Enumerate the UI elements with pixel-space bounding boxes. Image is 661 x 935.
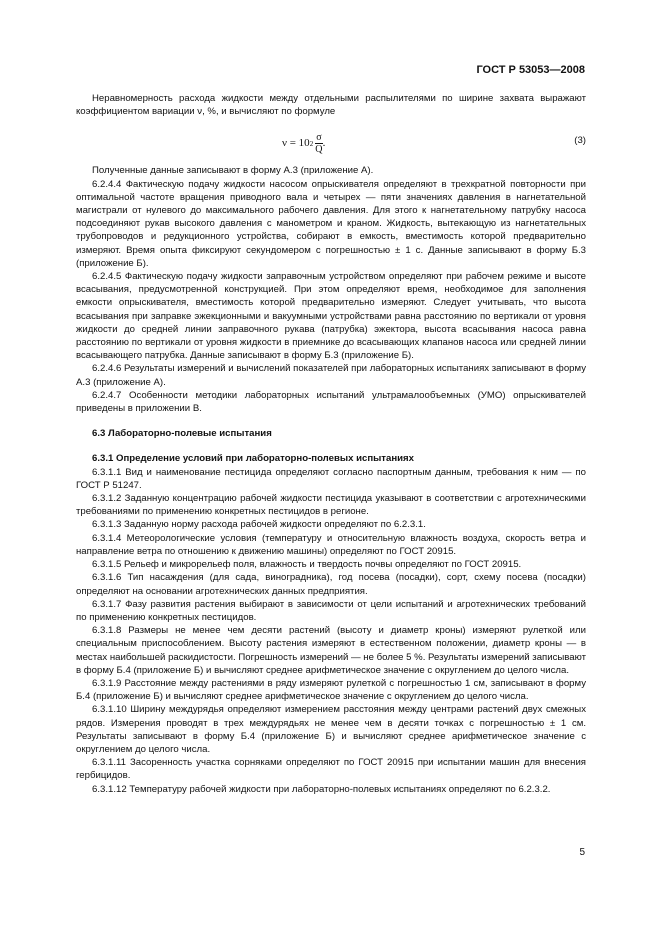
formula-trail: . bbox=[322, 137, 326, 150]
paragraph: 6.3.1.2 Заданную концентрацию рабочей жидкости пестицида указывают в соответствии с агротехническими требованиями по применению конкретных пестицидов в регионе. bbox=[76, 493, 586, 518]
formula-lhs: ν = 10 bbox=[282, 137, 310, 150]
paragraph: 6.2.4.7 Особенности методики лабораторных испытаний ультрамалообъемных (УМО) опрыскивателей приведены в приложении В. bbox=[76, 389, 586, 415]
paragraph: 6.3.1.6 Тип насаждения (для сада, виноградника), год посева (посадки), сорт, схему посева (посадки) определяют на основании агротехнических данных предприятия. bbox=[76, 572, 586, 597]
paragraph: 6.2.4.5 Фактическую подачу жидкости заправочным устройством определяют при рабочем режиме и высоте всасывания, предусмотренной конструкцией. При этом определяют время, необходимое для заполнения емкости опрыскивателя, вместимость которой предварительно измеряют. Следует учитывать, что высота всасывания при заправке эжекционными и вакуумными устройствами равна расстоянию по вертикали от уровня жидкости до средней линии заправочного рукава (патрубка) эжектора, высота всасывания насоса равна расстоянию по вертикали от уровня жидкости в приемнике до всасывающих клапанов насоса или средней линии всасывающего патрубка. Данные записывают в форму Б.3 (приложение Б). bbox=[76, 271, 586, 362]
paragraph: 6.3.1.9 Расстояние между растениями в ряду измеряют рулеткой с погрешностью 1 см, записывают в форму Б.4 (приложение Б) и вычисляют среднее арифметическое значение с округлением до целого числа. bbox=[76, 677, 586, 703]
formula-3 bbox=[76, 120, 586, 160]
subsection-heading: 6.3.1 Определение условий при лабораторно-полевых испытаниях bbox=[92, 453, 414, 465]
paragraph: 6.3.1.3 Заданную норму расхода рабочей жидкости определяют по 6.2.3.1. bbox=[92, 519, 426, 531]
paragraph: 6.3.1.8 Размеры не менее чем десяти растений (высоту и диаметр кроны) измеряют рулеткой или специальным приспособлением. Высоту растения измеряют в естественном положении, диаметр кроны — в местах наибольшей раскидистости. Погрешность измерений — не более 5 %. Результаты измерений записывают в форму Б.4 (приложение Б) и вычисляют среднее арифметическое значение с округлением до целого числа. bbox=[76, 625, 586, 676]
formula-denominator: Q bbox=[315, 144, 323, 156]
paragraph: 6.3.1.1 Вид и наименование пестицида определяют согласно паспортным данным, требования к ним — по ГОСТ Р 51247. bbox=[76, 466, 586, 491]
paragraph: 6.3.1.5 Рельеф и микрорельеф поля, влажность и твердость почвы определяют по ГОСТ 20915. bbox=[92, 559, 522, 571]
formula-numerator: σ bbox=[316, 132, 322, 144]
page-number: 5 bbox=[579, 847, 585, 858]
standard-id: ГОСТ Р 53053—2008 bbox=[476, 64, 585, 76]
formula-expression: ν = 10 2 $\frac{\sigma}{Q}$ . bbox=[282, 132, 326, 156]
paragraph: Полученные данные записывают в форму А.3 (приложение А). bbox=[92, 165, 374, 177]
paragraph: 6.2.4.6 Результаты измерений и вычислений показателей при лабораторных испытаниях записывают в форму А.3 (приложение А). bbox=[76, 363, 586, 388]
section-heading: 6.3 Лабораторно-полевые испытания bbox=[92, 428, 272, 440]
formula-number: (3) bbox=[574, 135, 586, 147]
document-body bbox=[76, 92, 586, 796]
paragraph: 6.3.1.4 Метеорологические условия (температуру и относительную влажность воздуха, скорость ветра и направление ветра по отношению к движению машины) определяют по ГОСТ 20915. bbox=[76, 532, 586, 557]
paragraph: 6.3.1.11 Засоренность участка сорняками определяют по ГОСТ 20915 при испытании машин для внесения гербицидов. bbox=[76, 757, 586, 782]
paragraph: 6.3.1.12 Температуру рабочей жидкости при лабораторно-полевых испытаниях определяют по 6.2.3.2. bbox=[92, 783, 551, 795]
paragraph: 6.2.4.4 Фактическую подачу жидкости насосом опрыскивателя определяют в трехкратной повторности при оптимальной частоте вращения приводного вала и четырех — пяти значениях давления в нагнетательной магистрали от нулевого до максимального рабочего давления. Для этого к нагнетательному патрубку насоса подсоединяют рукав высокого давления с манометром и краном. Жидкость, вытекающую из нагнетательных трубопроводов и редукционного устройства, собирают в емкость, вместимость которой предварительно измеряют. Время опыта фиксируют секундомером с погрешностью ± 1 с. Данные записывают в форму Б.3 (приложение Б). bbox=[76, 178, 586, 269]
intro-paragraph: Неравномерность расхода жидкости между отдельными распылителями по ширине захвата выражают коэффициентом вариации ν, %, и вычисляют по формуле bbox=[76, 93, 586, 118]
paragraph: 6.3.1.7 Фазу развития растения выбирают в зависимости от цели испытаний и агротехнических требований по применению конкретных пестицидов. bbox=[76, 598, 586, 623]
formula-fraction bbox=[315, 132, 322, 155]
paragraph: 6.3.1.10 Ширину междурядья определяют измерением расстояния между центрами растений двух смежных рядов. Измерения проводят в трех междурядьях не менее чем в десяти точках с погрешностью ± 1 см. Результаты записывают в форму Б.4 (приложение Б) и вычисляют среднее арифметическое значение с округлением до целого числа. bbox=[76, 704, 586, 755]
